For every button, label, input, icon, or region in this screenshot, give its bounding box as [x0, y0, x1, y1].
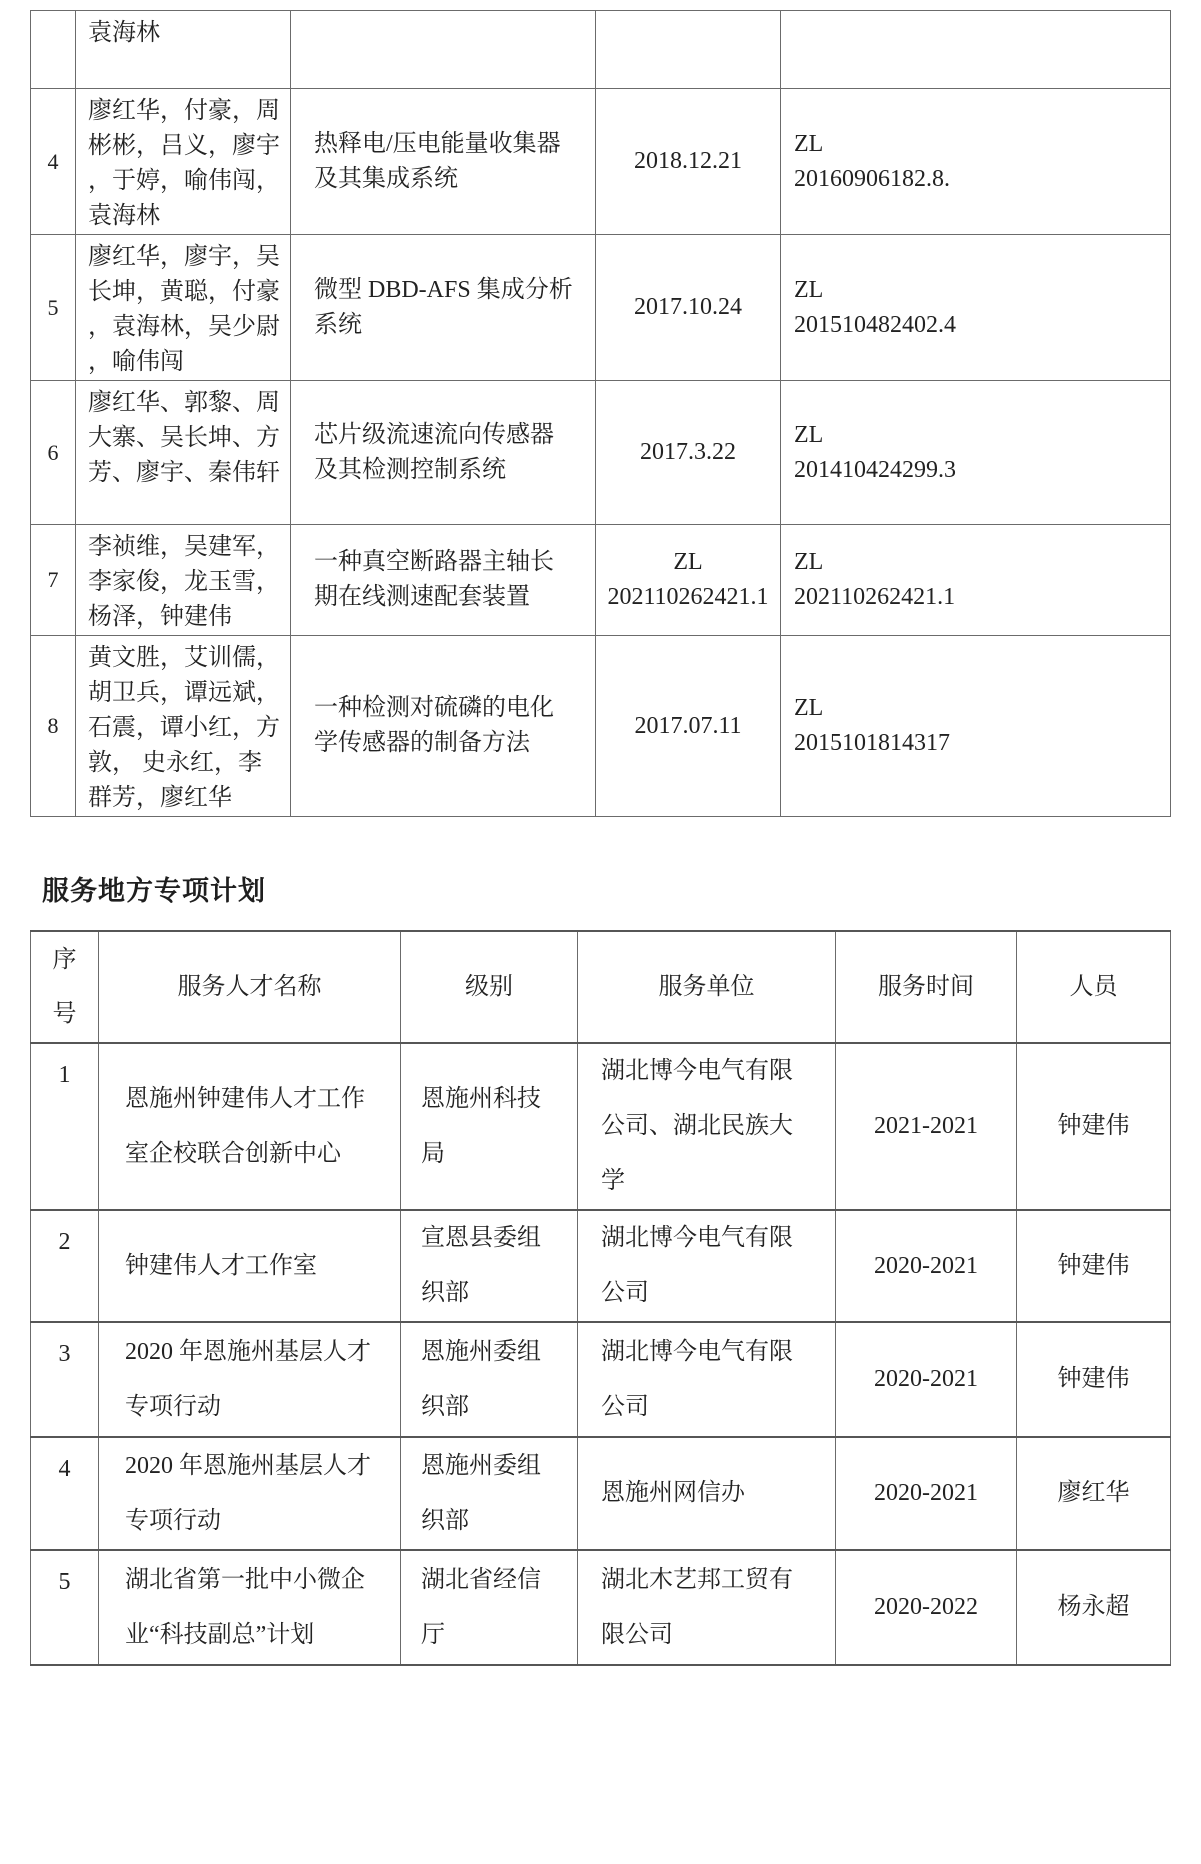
date-cell — [596, 11, 781, 89]
person-cell: 杨永超 — [1017, 1550, 1171, 1665]
patent-number-cell — [781, 636, 1171, 817]
service-name-cell: 2020 年恩施州基层人才专项行动 — [99, 1437, 401, 1550]
time-cell: 2020-2021 — [836, 1210, 1017, 1322]
service-row — [31, 1043, 1171, 1210]
header-num-label: 序号 — [52, 947, 77, 1027]
patent-number-cell — [781, 89, 1171, 235]
patent-title-cell: 微型 DBD-AFS 集成分析系统 — [291, 235, 596, 381]
section-title: 服务地方专项计划 — [42, 876, 266, 906]
patent-number: 201410424299.3 — [794, 456, 956, 483]
patent-row — [31, 381, 1171, 525]
service-name-cell: 2020 年恩施州基层人才专项行动 — [99, 1322, 401, 1437]
patents-table — [30, 10, 1171, 817]
time-cell: 2020-2021 — [836, 1437, 1017, 1550]
row-number-cell: 8 — [31, 636, 76, 817]
unit-cell: 湖北木艺邦工贸有限公司 — [578, 1550, 836, 1665]
service-row — [31, 1322, 1171, 1437]
date-text: 2017.07.11 — [634, 712, 742, 739]
patent-prefix: ZL — [794, 421, 824, 448]
patent-title-cell: 热释电/压电能量收集器及其集成系统 — [291, 89, 596, 235]
time-cell: 2020-2022 — [836, 1550, 1017, 1665]
date-cell — [596, 525, 781, 636]
level-cell: 湖北省经信厅 — [401, 1550, 578, 1665]
inventors-cell: 袁海林 — [76, 11, 291, 89]
header-level: 级别 — [401, 931, 578, 1043]
patent-number-cell — [781, 525, 1171, 636]
header-time: 服务时间 — [836, 931, 1017, 1043]
patent-title-cell: 一种检测对硫磷的电化学传感器的制备方法 — [291, 636, 596, 817]
date-text: 2017.3.22 — [640, 439, 736, 465]
row-number-cell: 1 — [31, 1043, 99, 1210]
header-name: 服务人才名称 — [99, 931, 401, 1043]
row-number-cell: 4 — [31, 1437, 99, 1550]
level-cell: 宣恩县委组织部 — [401, 1210, 578, 1322]
patent-prefix: ZL — [794, 130, 824, 157]
row-number-cell: 3 — [31, 1322, 99, 1437]
header-num — [31, 931, 99, 1043]
service-table-header-row — [31, 931, 1171, 1043]
inventors-cell: 廖红华，付豪，周彬彬，吕义，廖宇，于婷，喻伟闯，袁海林 — [76, 89, 291, 235]
level-cell: 恩施州科技局 — [401, 1043, 578, 1210]
service-name-cell: 恩施州钟建伟人才工作室企校联合创新中心 — [99, 1043, 401, 1210]
patent-prefix: ZL — [794, 276, 824, 303]
patent-number-cell — [781, 11, 1171, 89]
patent-row — [31, 89, 1171, 235]
date-cell — [596, 636, 781, 817]
inventors-cell: 廖红华、郭黎、周大寨、吴长坤、方芳、廖宇、秦伟轩 — [76, 381, 291, 525]
row-number-cell: 4 — [31, 89, 76, 235]
row-number-cell — [31, 11, 76, 89]
patent-row — [31, 235, 1171, 381]
unit-cell: 湖北博今电气有限公司 — [578, 1322, 836, 1437]
person-cell: 钟建伟 — [1017, 1210, 1171, 1322]
patent-row — [31, 636, 1171, 817]
unit-cell: 湖北博今电气有限公司、湖北民族大学 — [578, 1043, 836, 1210]
service-program-table — [30, 930, 1171, 1666]
level-cell: 恩施州委组织部 — [401, 1437, 578, 1550]
date-text: 202110262421.1 — [607, 584, 769, 610]
patent-title-cell — [291, 11, 596, 89]
patent-row-carryover — [31, 11, 1171, 89]
patent-number-cell — [781, 381, 1171, 525]
inventors-cell: 黄文胜，艾训儒，胡卫兵，谭远斌，石震，谭小红，方敦， 史永红，李群芳，廖红华 — [76, 636, 291, 817]
row-number-cell: 5 — [31, 1550, 99, 1665]
patent-title-cell: 一种真空断路器主轴长期在线测速配套装置 — [291, 525, 596, 636]
inventors-cell: 廖红华，廖宇，吴长坤，黄聪，付豪，袁海林，吴少尉，喻伟闯 — [76, 235, 291, 381]
date-text: ZL — [673, 549, 703, 575]
time-cell: 2021-2021 — [836, 1043, 1017, 1210]
service-row — [31, 1437, 1171, 1550]
patent-number-cell — [781, 235, 1171, 381]
patent-prefix: ZL — [794, 549, 824, 575]
date-text: 2017.10.24 — [634, 294, 742, 320]
date-cell — [596, 381, 781, 525]
row-number-cell: 2 — [31, 1210, 99, 1322]
service-row — [31, 1550, 1171, 1665]
patent-row — [31, 525, 1171, 636]
service-name-cell: 湖北省第一批中小微企业“科技副总”计划 — [99, 1550, 401, 1665]
date-cell — [596, 89, 781, 235]
unit-cell: 湖北博今电气有限公司 — [578, 1210, 836, 1322]
person-cell: 钟建伟 — [1017, 1322, 1171, 1437]
level-cell: 恩施州委组织部 — [401, 1322, 578, 1437]
patent-prefix: ZL — [794, 695, 824, 721]
date-cell — [596, 235, 781, 381]
patent-number: 201510482402.4 — [794, 311, 956, 338]
unit-cell: 恩施州网信办 — [578, 1437, 836, 1550]
patent-number: 20160906182.8. — [794, 165, 950, 192]
date-text: 2018.12.21 — [634, 148, 742, 174]
patent-number: 202110262421.1 — [794, 584, 956, 610]
row-number-cell: 6 — [31, 381, 76, 525]
person-cell: 廖红华 — [1017, 1437, 1171, 1550]
header-person: 人员 — [1017, 931, 1171, 1043]
document-page — [0, 10, 1201, 1864]
person-cell: 钟建伟 — [1017, 1043, 1171, 1210]
inventors-cell: 李祯维，吴建军，李家俊，龙玉雪，杨泽，钟建伟 — [76, 525, 291, 636]
service-row — [31, 1210, 1171, 1322]
service-name-cell: 钟建伟人才工作室 — [99, 1210, 401, 1322]
patent-title-cell: 芯片级流速流向传感器及其检测控制系统 — [291, 381, 596, 525]
patent-number: 2015101814317 — [794, 730, 950, 756]
header-unit: 服务单位 — [578, 931, 836, 1043]
row-number-cell: 7 — [31, 525, 76, 636]
row-number-cell: 5 — [31, 235, 76, 381]
time-cell: 2020-2021 — [836, 1322, 1017, 1437]
